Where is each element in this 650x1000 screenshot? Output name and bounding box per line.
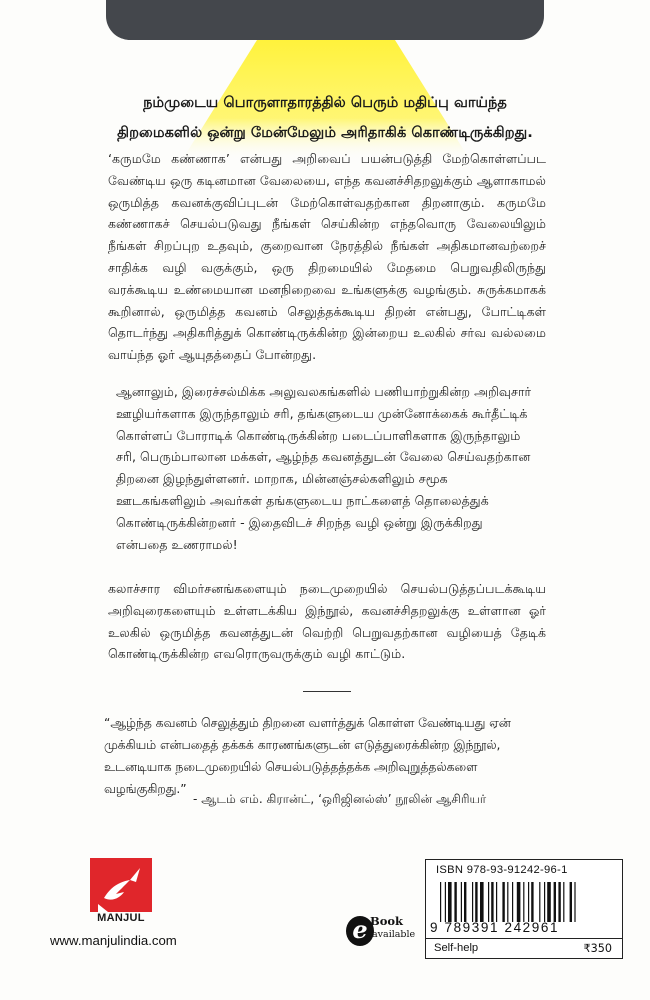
tagline bbox=[40, 88, 610, 148]
isbn-number: ISBN 978-93-91242-96-1 bbox=[436, 864, 568, 876]
tagline-line-1: நம்முடைய பொருளாதாரத்தில் பெரும் மதிப்பு வாய்ந்த bbox=[143, 94, 507, 111]
publisher-logo-text: MANJUL bbox=[97, 912, 145, 924]
isbn-box bbox=[425, 859, 623, 959]
endorsement-quote: “ஆழ்ந்த கவனம் செலுத்தும் திறனை வளர்த்துக் கொள்ள வேண்டியது ஏன் முக்கியம் என்பதைத் தக்கக் காரணங்களுடன் எடுத்துரைக்கின்ற இந்நூல், உடனடியாக நடைமுறையில் செயல்படுத்தத்தக்க அறிவுறுத்தல்களை வழங்குகிறது.” bbox=[104, 716, 511, 796]
barcode-icon bbox=[440, 882, 616, 922]
book-price: ₹350 bbox=[583, 942, 612, 955]
tagline-line-2: திறமைகளில் ஒன்று மேன்மேலும் அரிதாகிக் கொண்டிருக்கிறது. bbox=[117, 124, 533, 141]
blurb-paragraph-2: ஆனாலும், இரைச்சல்மிக்க அலுவலகங்களில் பணியாற்றுகின்ற அறிவுசார் ஊழியர்களாக இருந்தாலும் சரி, தங்களுடைய முன்னோக்கைக் கூர்தீட்டிக் கொள்ளப் போராடிக் கொண்டிருக்கின்ற படைப்பாளிகளாக இருந்தாலும் சரி, பெரும்பாலான மக்கள், ஆழ்ந்த கவனத்துடன் வேலை செய்வதற்கான திறனை இழந்துள்ளனர். மாறாக, மின்னஞ்சல்களிலும் சமூக ஊடகங்களிலும் அவர்கள் தங்களுடைய நாட்களைத் தொலைத்துக் கொண்டிருக்கின்றனர் - இதைவிடச் சிறந்த வழி ஒன்று இருக்கிறது என்பதை உணராமல்! bbox=[116, 384, 532, 552]
isbn-rule bbox=[426, 938, 622, 939]
barcode-digits: 9 789391 242961 bbox=[430, 920, 560, 935]
publisher-website[interactable]: www.manjulindia.com bbox=[50, 933, 177, 948]
blurb-paragraph-3: கலாச்சார விமர்சனங்களையும் நடைமுறையில் செயல்படுத்தப்படக்கூடிய அறிவுரைகளையும் உள்ளடக்கிய இந்நூல், கவனச்சிதறலுக்கு உள்ளான ஓர் உலகில் ஒருமித்த கவனத்துடன் வெற்றி பெறுவதற்கான வழியைத் தேடிக் கொண்டிருக்கின்ற எவரொருவருக்கும் வழி காட்டும். bbox=[108, 581, 546, 662]
book-category: Self-help bbox=[434, 942, 479, 954]
section-divider bbox=[303, 691, 351, 692]
ebook-label: Book bbox=[370, 914, 404, 928]
blurb-paragraph-1: ‘கருமமே கண்ணாக’ என்பது அறிவைப் பயன்படுத்தி மேற்கொள்ளப்பட வேண்டிய ஒரு கடினமான வேலையை, எந்த கவனச்சிதறலுக்கும் ஆளாகாமல் ஒருமித்த கவனக்குவிப்புடன் மேற்கொள்வதற்கான திறனாகும். கருமமே கண்ணாகச் செயல்படுவது நீங்கள் செய்கின்ற எந்தவொரு வேலையிலும் நீங்கள் சிறப்புற உதவும், குறைவான நேரத்தில் நீங்கள் அதிகமானவற்றைச் சாதிக்க வழி வகுக்கும், ஒரு திறமையில் மேதமை பெறுவதிலிருந்து வரக்கூடிய உண்மையான மனநிறைவை உங்களுக்கு வழங்கும். சுருக்கமாகக் கூறினால், ஒருமித்த கவனம் செலுத்தக்கூடிய திறன் என்பது, போட்டிகள் தொடர்ந்து அதிகரித்துக் கொண்டிருக்கின்ற இன்றைய உலகில் சர்வ வல்லமை வாய்ந்த ஓர் ஆயுதத்தைப் போன்றது. bbox=[108, 151, 546, 363]
ebook-availability: available bbox=[372, 929, 416, 940]
endorsement-attribution: - ஆடம் எம். கிரான்ட், ‘ஒரிஜினல்ஸ்’ நூலின் ஆசிரியர் bbox=[193, 792, 487, 806]
ebook-icon: e bbox=[346, 916, 374, 946]
